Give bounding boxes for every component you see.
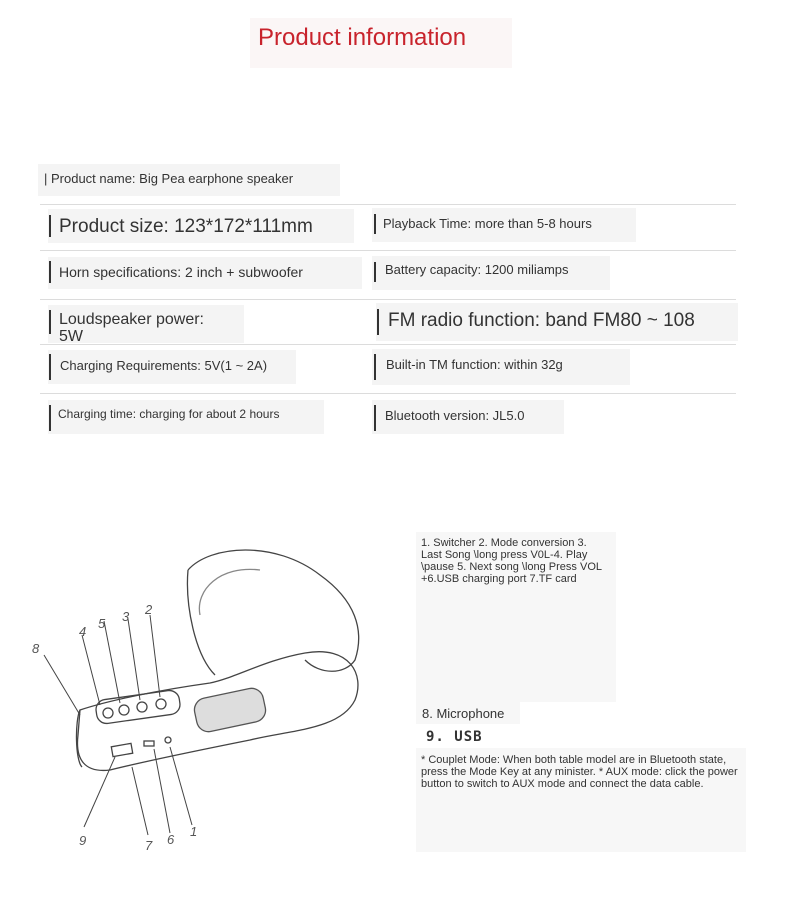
legend-microphone: 8. Microphone xyxy=(422,706,505,721)
callout-1: 1 xyxy=(190,824,198,839)
spec-marker xyxy=(374,262,376,282)
spec-charging-time: Charging time: charging for about 2 hours xyxy=(58,407,280,421)
spec-marker xyxy=(374,405,376,431)
spec-marker xyxy=(374,354,376,380)
divider xyxy=(40,250,736,251)
spec-bluetooth: Bluetooth version: JL5.0 xyxy=(385,408,525,423)
spec-marker xyxy=(49,354,51,380)
spec-product-size: Product size: 123*172*111mm xyxy=(59,216,313,237)
callout-4: 4 xyxy=(79,624,87,639)
product-name: | Product name: Big Pea earphone speaker xyxy=(44,171,294,186)
callout-6: 6 xyxy=(167,832,175,847)
divider xyxy=(40,299,736,300)
spec-battery: Battery capacity: 1200 miliamps xyxy=(385,262,569,277)
legend-items: 1. Switcher 2. Mode conversion 3. Last Song \long press V0L-4. Play \pause 5. Next song \long Press VOL +6.USB charging port 7.TF card xyxy=(421,537,602,585)
spec-fm-radio: FM radio function: band FM80 ~ 108 xyxy=(388,310,695,331)
spec-playback-time: Playback Time: more than 5-8 hours xyxy=(383,216,592,231)
callout-3: 3 xyxy=(122,609,130,624)
speaker-diagram xyxy=(20,535,410,865)
spec-marker xyxy=(49,261,51,283)
spec-marker xyxy=(377,309,379,335)
spec-marker xyxy=(49,405,51,431)
spec-horn: Horn specifications: 2 inch + subwoofer xyxy=(59,264,303,280)
page-title: Product information xyxy=(258,24,467,51)
callout-9: 9 xyxy=(79,833,87,848)
spec-loudspeaker-power-label: Loudspeaker power: xyxy=(59,311,204,328)
callout-2: 2 xyxy=(145,602,153,617)
divider xyxy=(40,204,736,205)
spec-marker xyxy=(49,215,51,237)
divider xyxy=(40,344,736,345)
divider xyxy=(40,393,736,394)
legend-usb: 9. USB xyxy=(426,729,483,745)
spec-tm-function: Built-in TM function: within 32g xyxy=(386,357,563,372)
couplet-aux-note: * Couplet Mode: When both table model are in Bluetooth state, press the Mode Key at any minister. * AUX mode: click the power button to switch to AUX mode and connect the data cable. xyxy=(421,754,738,790)
spec-loudspeaker-power-value: 5W xyxy=(59,328,83,345)
callout-5: 5 xyxy=(98,616,106,631)
callout-7: 7 xyxy=(145,838,153,853)
callout-8: 8 xyxy=(32,641,40,656)
spec-marker xyxy=(49,310,51,334)
spec-marker xyxy=(374,214,376,234)
spec-charging-requirements: Charging Requirements: 5V(1 ~ 2A) xyxy=(60,358,268,373)
